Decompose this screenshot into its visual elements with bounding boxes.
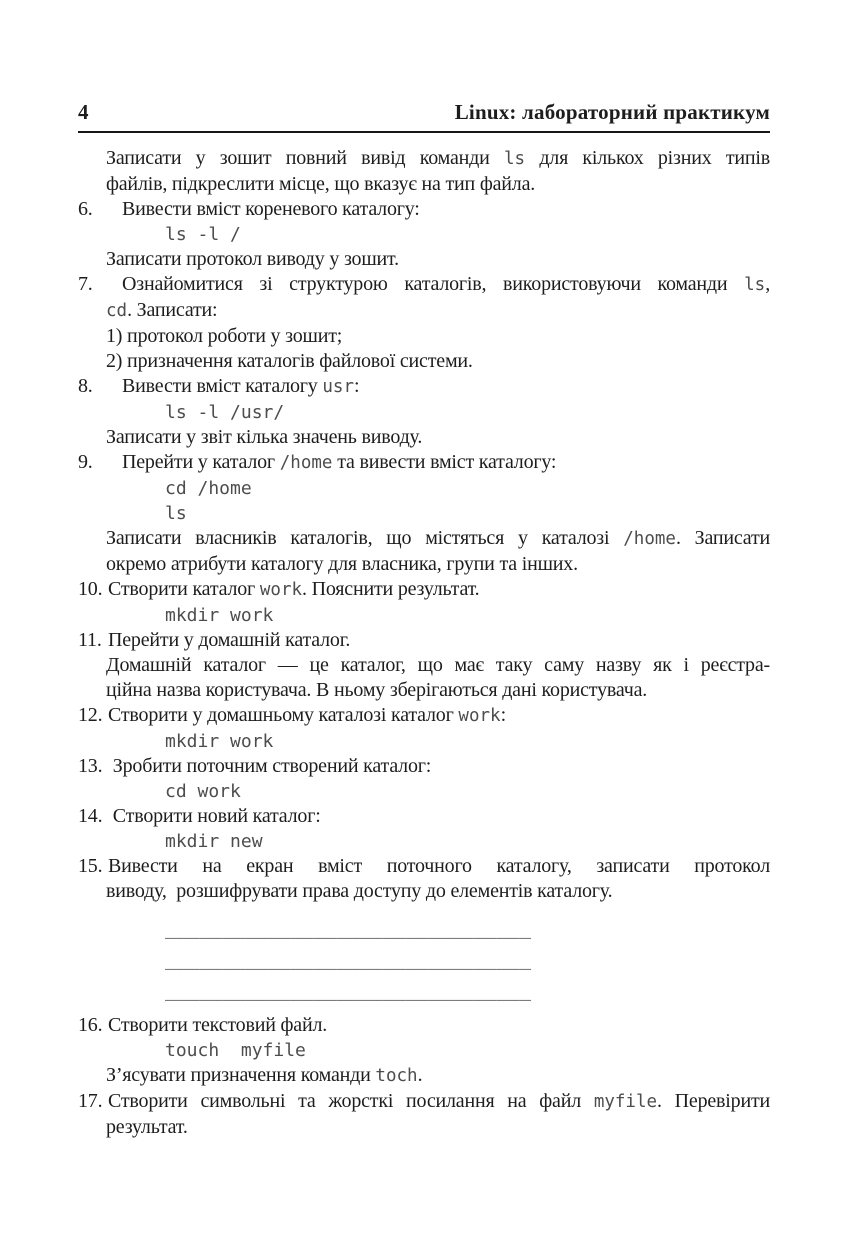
command-line: ls [165,503,187,524]
text-line [106,425,770,450]
text-line [106,298,770,324]
list-item [78,703,770,729]
list-item [78,1013,770,1038]
text-run: Ознайомитися зі структурою каталогів, використовуючи команди [122,273,745,295]
inline-code: usr [322,377,354,397]
text-run: . Записати: [127,299,218,321]
inline-code: cd [106,301,128,321]
inline-code: ls [744,275,766,295]
text-line [78,272,770,298]
text-run: : [354,375,360,397]
text-run: . [417,1064,423,1086]
text-run: виводу, розшифрувати права доступу до елементів каталогу. [106,880,613,902]
list-item [78,754,770,779]
fill-in-line: ________________________________ [165,948,532,970]
text-run: результат. [106,1116,188,1138]
text-run: З’ясувати призначення команди [106,1064,376,1086]
text-run: Створити у домашньому каталозі каталог [108,704,459,726]
text-run: Записати власників каталогів, що містяться у каталозі [106,527,624,549]
text-run: 2) призначення каталогів файлової системи. [106,350,473,372]
paragraph [78,146,770,197]
text-run: . Перевірити [657,1090,770,1112]
paragraph [78,349,770,374]
text-line [78,628,770,653]
item-number: 11. [78,629,102,651]
text-run: окремо атрибути каталогу для власника, групи та інших. [106,553,578,575]
text-line [106,172,770,197]
list-item [78,1089,770,1140]
list-item [78,854,770,904]
text-line [78,197,770,222]
text-line [78,450,770,476]
text-run: , [765,273,770,295]
item-number: 14. [78,805,103,827]
text-line [78,374,770,400]
item-number: 13. [78,755,103,777]
page-header [78,100,770,133]
list-item [78,197,770,222]
command-line: ls -l / [165,224,241,245]
inline-code: myfile [593,1092,658,1112]
inline-code: /home [623,529,676,549]
paragraph [78,425,770,450]
fill-in-line: ________________________________ [165,917,532,939]
inline-code: /home [279,453,333,473]
command-line: cd work [165,781,241,802]
text-run: 1) протокол роботи у зошит; [106,325,343,347]
inline-code: toch [375,1066,418,1086]
list-item [78,804,770,829]
text-line [78,703,770,729]
command-line: touch myfile [165,1040,306,1061]
text-line [106,324,770,349]
text-run: Створити символьні та жорсткі посилання на файл [108,1090,594,1112]
text-line [106,1063,770,1089]
text-run: . Пояснити результат. [302,578,480,600]
item-number: 16. [78,1014,103,1036]
paragraph [78,526,770,577]
text-line [106,146,770,172]
inline-code: work [458,706,501,726]
paragraph [78,247,770,272]
text-run: Створити новий каталог: [108,805,321,827]
text-run: : [500,704,506,726]
command-line: mkdir new [165,831,263,852]
paragraph [78,324,770,349]
text-line [106,552,770,577]
text-run: Перейти у домашній каталог. [108,629,351,651]
text-run: Зробити поточним створений каталог: [108,755,432,777]
text-run: та вивести вміст каталогу: [332,451,557,473]
text-run: Вивести вміст каталогу [122,375,323,397]
inline-code: ls [503,149,526,169]
text-line [78,804,770,829]
text-run: для кількох різних типів [525,147,770,169]
text-line [78,1089,770,1115]
text-run: Перейти у каталог [122,451,280,473]
command-line: mkdir work [165,731,274,752]
text-run: Створити каталог [108,578,260,600]
fill-in-line: ________________________________ [165,979,532,1001]
list-item [78,272,770,324]
text-line [106,349,770,374]
text-run: Записати у звіт кілька значень виводу. [106,426,423,448]
list-item [78,374,770,400]
command-line: mkdir work [165,605,274,626]
text-run: ційна назва користувача. В ньому зберігаються дані користувача. [106,679,648,701]
item-number: 8. [78,375,93,397]
content [78,146,770,1140]
text-run: Вивести вміст кореневого каталогу: [122,198,420,220]
text-line [78,1013,770,1038]
paragraph [78,653,770,703]
item-number: 15. [78,855,103,877]
item-number: 9. [78,451,93,473]
page-number: 4 [78,100,89,124]
text-line [106,1115,770,1140]
list-item [78,577,770,603]
list-item [78,450,770,476]
inline-code: work [259,580,303,600]
item-number: 12. [78,704,103,726]
paragraph [78,1063,770,1089]
text-run: файлів, підкреслити місце, що вказує на тип файла. [106,173,536,195]
text-line [78,577,770,603]
text-run: Створити текстовий файл. [108,1014,328,1036]
text-line [78,754,770,779]
text-line [106,678,770,703]
text-run: Записати протокол виводу у зошит. [106,248,399,270]
header-title: Linux: лабораторний практикум [454,100,770,124]
fill-in-section [78,913,770,1006]
text-run: Домашній каталог — це каталог, що має таку саму назву як і реєстра- [106,654,770,676]
text-line [106,879,770,904]
command-line: ls -l /usr/ [165,402,285,423]
text-line [106,653,770,678]
text-line [106,526,770,552]
text-line [78,854,770,879]
item-number: 6. [78,198,93,220]
text-line [106,247,770,272]
list-item [78,628,770,653]
command-line: cd /home [165,478,252,499]
item-number: 7. [78,273,93,295]
item-number: 10. [78,578,103,600]
text-run: Вивести на екран вміст поточного каталогу, записати протокол [108,855,770,877]
text-run: . Записати [675,527,771,549]
text-run: Записати у зошит повний вивід команди [106,147,504,169]
item-number: 17. [78,1090,103,1112]
